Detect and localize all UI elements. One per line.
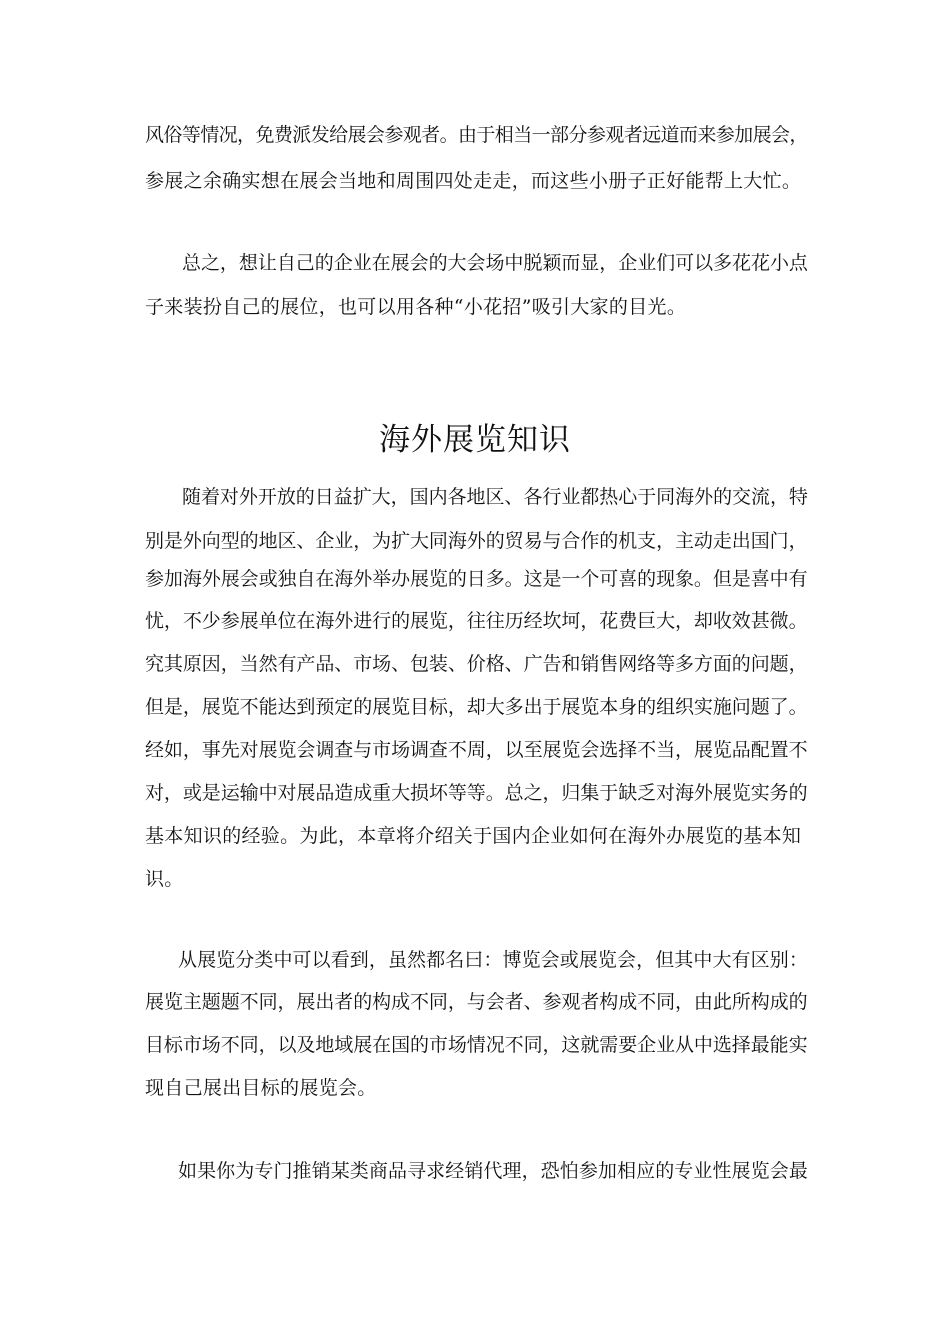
text-line: 忧，不少参展单位在海外进行的展览，往往历经坎坷，花费巨大，却收效甚微。 <box>145 610 808 632</box>
text-line: 参展之余确实想在展会当地和周围四处走走，而这些小册子正好能帮上大忙。 <box>145 170 802 192</box>
text-line: 风俗等情况，免费派发给展会参观者。由于相当一部分参观者远道而来参加展会， <box>145 124 808 146</box>
text-line: 参加海外展会或独自在海外举办展览的日多。这是一个可喜的现象。但是喜中有 <box>145 568 808 590</box>
text-line: 究其原因，当然有产品、市场、包装、价格、广告和销售网络等多方面的问题， <box>145 653 808 675</box>
text-line: 目标市场不同，以及地域展在国的市场情况不同，这就需要企业从中选择最能实 <box>145 1034 808 1056</box>
text-line: 但是，展览不能达到预定的展览目标，却大多出于展览本身的组织实施问题了。 <box>145 696 808 718</box>
text-line: 基本知识的经验。为此，本章将介绍关于国内企业如何在海外办展览的基本知 <box>145 825 802 847</box>
section-title: 海外展览知识 <box>379 422 571 458</box>
text-line: 展览主题题不同，展出者的构成不同，与会者、参观者构成不同，由此所构成的 <box>145 991 808 1013</box>
text-line: 随着对外开放的日益扩大，国内各地区、各行业都热心于同海外的交流，特 <box>182 486 808 508</box>
text-line: 对，或是运输中对展品造成重大损坏等等。总之，归集于缺乏对海外展览实务的 <box>145 782 808 804</box>
text-line: 总之，想让自己的企业在展会的大会场中脱颖而显，企业们可以多花花小点 <box>182 252 808 274</box>
text-line: 经如，事先对展览会调查与市场调查不周，以至展览会选择不当，展览品配置不 <box>145 739 808 761</box>
text-line: 如果你为专门推销某类商品寻求经销代理，恐怕参加相应的专业性展览会最 <box>178 1160 808 1182</box>
text-line: 识。 <box>145 868 184 890</box>
text-line: 现自己展出目标的展览会。 <box>145 1077 377 1099</box>
text-line: 从展览分类中可以看到，虽然都名曰：博览会或展览会，但其中大有区别： <box>178 949 808 971</box>
text-line: 子来装扮自己的展位，也可以用各种“小花招”吸引大家的目光。 <box>145 296 687 318</box>
text-line: 别是外向型的地区、企业，为扩大同海外的贸易与合作的机支，主动走出国门， <box>145 530 808 552</box>
